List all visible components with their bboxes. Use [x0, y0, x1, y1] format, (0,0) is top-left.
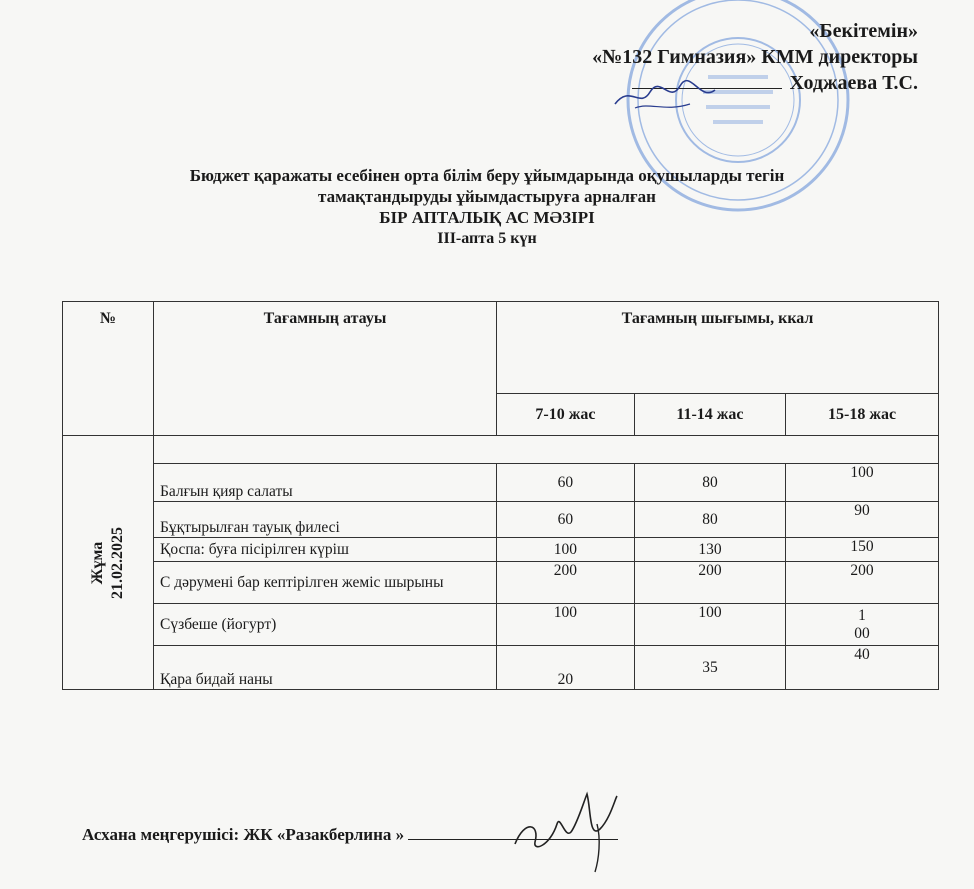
table-row — [63, 604, 939, 646]
kcal-15-18: 150 — [786, 538, 939, 562]
age-group-header: 15-18 жас — [786, 394, 939, 436]
kcal-7-10: 200 — [497, 562, 635, 604]
header-line-1: Бюджет қаражаты есебінен орта білім беру ұйымдарында оқушыларды тегін — [189, 166, 785, 185]
kcal-15-18: 1 00 — [786, 604, 939, 646]
kcal-11-14: 100 — [634, 604, 785, 646]
menu-table — [62, 301, 939, 690]
day-date: 21.02.2025 — [109, 526, 126, 599]
age-group-header: 11-14 жас — [634, 394, 785, 436]
table-row — [63, 538, 939, 562]
director-name: Ходжаева Т.С. — [789, 72, 918, 94]
dish-name: Балғын қияр салаты — [154, 464, 497, 502]
kcal-11-14: 130 — [634, 538, 785, 562]
approval-position: «№132 Гимназия» КММ директоры — [592, 46, 918, 68]
header-line-2: тамақтандыруды ұйымдастыруға арналған — [318, 187, 656, 206]
kcal-7-10: 60 — [497, 464, 635, 502]
day-cell — [63, 436, 154, 690]
dish-name: С дәрумені бар кептірілген жеміс шырыны — [154, 562, 497, 604]
col-name-header: Тағамның атауы — [154, 302, 497, 436]
table-row — [63, 646, 939, 690]
kcal-15-18: 100 — [786, 464, 939, 502]
kcal-15-18: 200 — [786, 562, 939, 604]
col-yield-header: Тағамның шығымы, ккал — [497, 302, 939, 394]
canteen-manager-label: Асхана меңгерушісі: ЖК «Разакберлина » — [82, 825, 405, 844]
dish-name: Қара бидай наны — [154, 646, 497, 690]
day-name: Жұма — [89, 541, 106, 584]
age-group-header: 7-10 жас — [497, 394, 635, 436]
header-line-4: ІІІ-апта 5 күн — [437, 230, 537, 247]
kcal-11-14: 200 — [634, 562, 785, 604]
kcal-11-14: 35 — [634, 646, 785, 690]
header-line-3: БІР АПТАЛЫҚ АС МӘЗІРІ — [379, 208, 595, 227]
kcal-11-14: 80 — [634, 502, 785, 538]
dish-name: Сүзбеше (йогурт) — [154, 604, 497, 646]
table-row — [63, 562, 939, 604]
kcal-15-18: 90 — [786, 502, 939, 538]
kcal-15-18: 40 — [786, 646, 939, 690]
kcal-7-10: 20 — [497, 646, 635, 690]
kcal-7-10: 100 — [497, 538, 635, 562]
kcal-7-10: 100 — [497, 604, 635, 646]
table-row — [63, 464, 939, 502]
kcal-11-14: 80 — [634, 464, 785, 502]
spacer-row — [154, 436, 939, 464]
col-number-header: № — [63, 302, 154, 436]
director-signature — [610, 74, 720, 118]
dish-name: Қоспа: буға пісірілген күріш — [154, 538, 497, 562]
table-row — [63, 502, 939, 538]
approval-title: «Бекітемін» — [809, 20, 918, 42]
kcal-7-10: 60 — [497, 502, 635, 538]
manager-signature — [505, 784, 645, 874]
dish-name: Бұқтырылған тауық филесі — [154, 502, 497, 538]
